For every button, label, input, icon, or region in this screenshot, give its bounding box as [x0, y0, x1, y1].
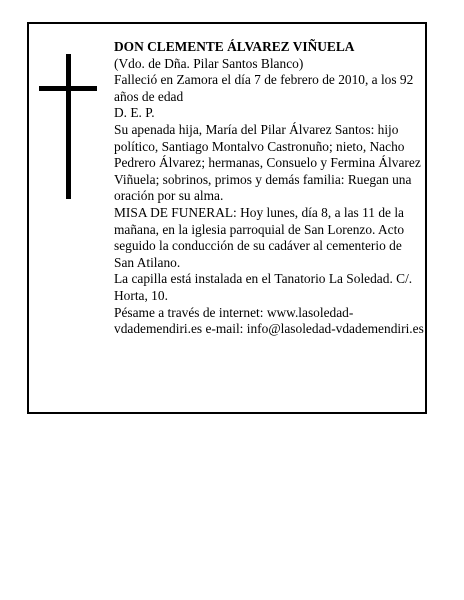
widower-of-line: (Vdo. de Dña. Pilar Santos Blanco) — [114, 55, 304, 71]
obituary-notice — [27, 22, 427, 414]
chapel-paragraph: La capilla está instalada en el Tanatorio La Soledad. C/. Horta, 10. — [114, 271, 413, 303]
rip-line: D. E. P. — [114, 105, 155, 121]
cross-icon — [39, 54, 97, 199]
family-paragraph: Su apenada hija, María del Pilar Álvarez Santos: hijo político, Santiago Montalvo Castronuño; nieto, Nacho Pedrero Álvarez; hermanas, Consuelo y Fermina Álvarez Viñuela; sobrinos, primos y demás familia: Ruegan una oración por su alma. — [114, 121, 421, 204]
condolences-paragraph: Pésame a través de internet: www.lasoledad-vdademendiri.es e-mail: info@lasoledad-vdademendiri.es — [114, 304, 424, 337]
deceased-name: DON CLEMENTE ÁLVAREZ VIÑUELA — [114, 39, 355, 54]
cross-horizontal-bar — [39, 86, 97, 91]
notice-text — [114, 39, 424, 338]
funeral-paragraph: MISA DE FUNERAL: Hoy lunes, día 8, a las 11 de la mañana, en la iglesia parroquial de San Lorenzo. Acto seguido la conducción de su cadáver al cementerio de San Atilano. — [114, 204, 405, 270]
death-details: Falleció en Zamora el día 7 de febrero de 2010, a los 92 años de edad — [114, 72, 414, 104]
cross-vertical-bar — [66, 54, 71, 199]
